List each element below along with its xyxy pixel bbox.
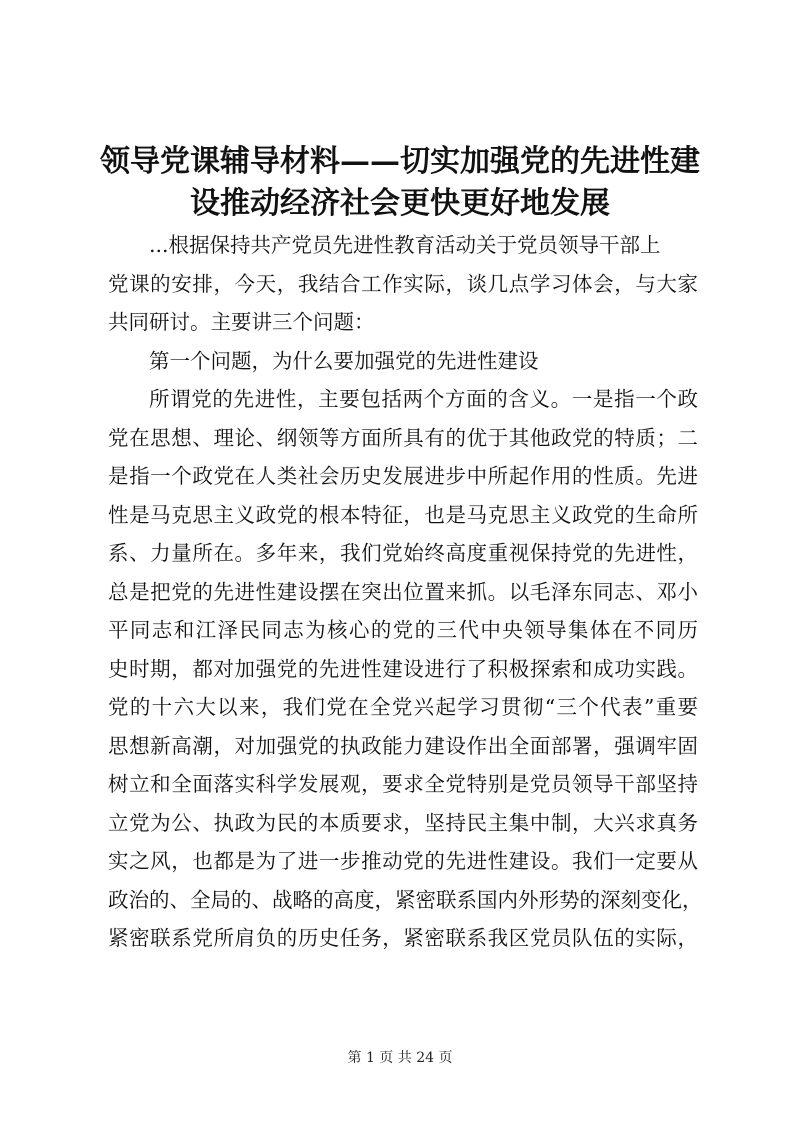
section-heading: 第一个问题，为什么要加强党的先进性建设 (149, 348, 539, 373)
document-title (100, 141, 700, 225)
body-line: 紧密联系党所肩负的历史任务，紧密联系我区党员队伍的实际， (108, 926, 698, 950)
title-line-1: 领导党课辅导材料——切实加强党的先进性建 (100, 144, 700, 179)
body-line: ...根据保持共产党员先进性教育活动关于党员领导干部上 (149, 233, 661, 257)
body-line: 立党为公、执政为民的本质要求，坚持民主集中制，大兴求真务 (108, 810, 698, 835)
body-line: 思想新高潮，对加强党的执政能力建设作出全面部署，强调牢固 (108, 733, 698, 758)
body-line: 史时期，都对加强党的先进性建设进行了积极探索和成功实践。 (108, 656, 698, 681)
body-line: 系、力量所在。多年来，我们党始终高度重视保持党的先进性， (108, 541, 698, 565)
body-line: 平同志和江泽民同志为核心的党的三代中央领导集体在不同历 (108, 618, 698, 642)
body-line: 是指一个政党在人类社会历史发展进步中所起作用的性质。先进 (108, 464, 698, 488)
body-line: 政治的、全局的、战略的高度，紧密联系国内外形势的深刻变化， (108, 887, 703, 912)
body-line: 党在思想、理论、纲领等方面所具有的优于其他政党的特质；二 (108, 425, 698, 450)
body-line: 树立和全面落实科学发展观，要求全党特别是党员领导干部坚持 (108, 772, 698, 796)
body-line: 实之风，也都是为了进一步推动党的先进性建设。我们一定要从 (108, 849, 698, 873)
body-line: 所谓党的先进性，主要包括两个方面的含义。一是指一个政 (149, 387, 698, 411)
body-line: 共同研讨。主要讲三个问题： (108, 310, 375, 334)
body-line: 党课的安排，今天，我结合工作实际，谈几点学习体会，与大家 (108, 271, 698, 296)
body-line: 总是把党的先进性建设摆在突出位置来抓。以毛泽东同志、邓小 (108, 579, 698, 604)
body-line: 党的十六大以来，我们党在全党兴起学习贯彻“三个代表”重要 (108, 695, 698, 719)
title-line-2: 设推动经济社会更快更好地发展 (190, 186, 610, 221)
body-line: 性是马克思主义政党的根本特征，也是马克思主义政党的生命所 (108, 502, 698, 527)
page-footer: 第 1 页 共 24 页 (347, 1050, 453, 1066)
document-body (108, 226, 703, 958)
